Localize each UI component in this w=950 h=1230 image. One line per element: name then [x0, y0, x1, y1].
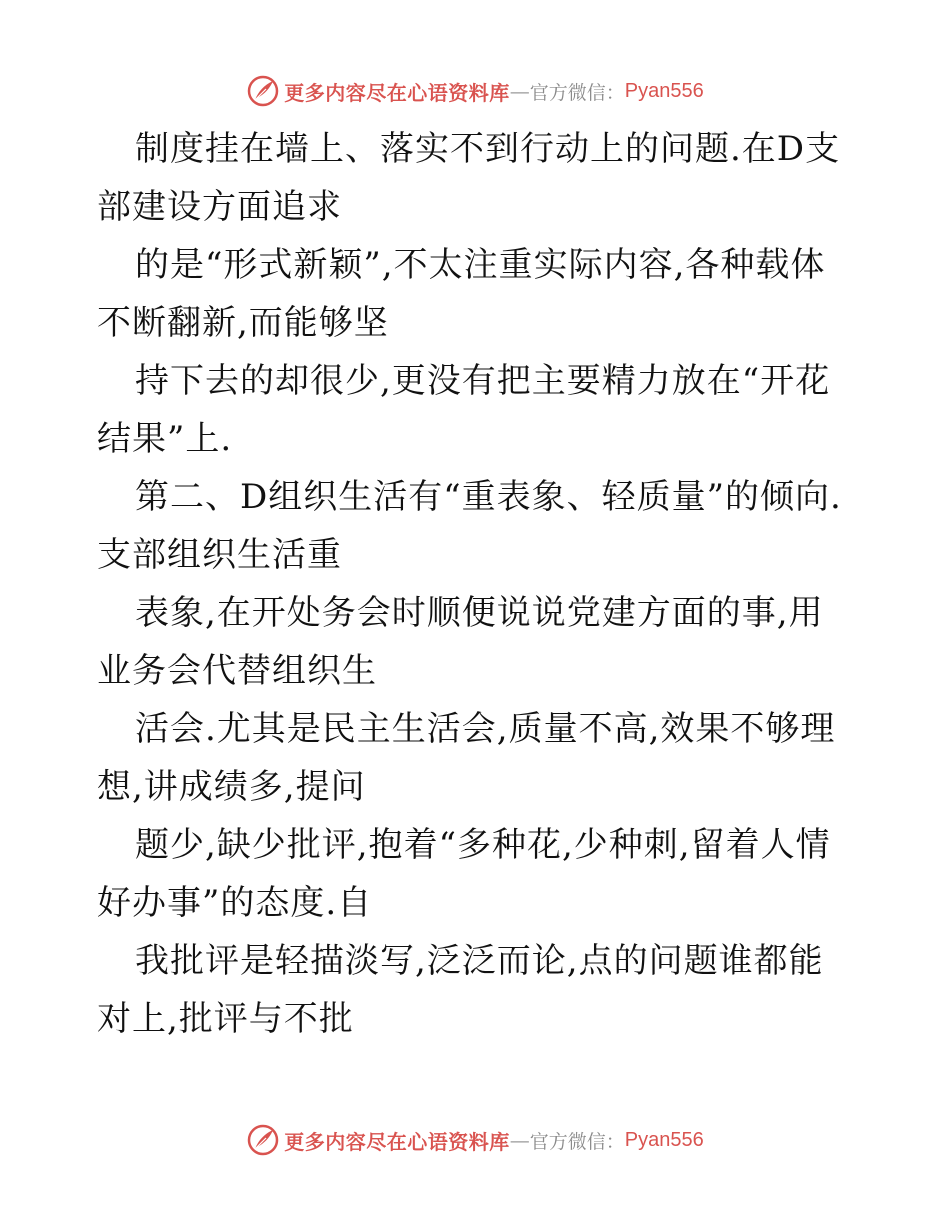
site-name-text: 更多内容尽在心语资料库	[284, 80, 510, 105]
banner-separator: —	[509, 1128, 530, 1152]
paragraph-4: 第二、D组织生活有“重表象、轻质量”的倾向.支部组织生活重	[97, 477, 842, 575]
paragraph-6: 活会.尤其是民主生活会,质量不高,效果不够理想,讲成绩多,提问	[97, 709, 836, 807]
wechat-label: 官方微信：	[529, 81, 625, 104]
paragraph-5: 表象,在开处务会时顺便说说党建方面的事,用业务会代替组织生	[97, 593, 824, 691]
banner-separator: —	[509, 79, 530, 103]
paragraph-1: 制度挂在墙上、落实不到行动上的问题.在D支部建设方面追求	[97, 129, 841, 227]
footer-banner	[0, 1120, 950, 1160]
feather-logo-icon	[246, 1123, 280, 1157]
wechat-label: 官方微信：	[529, 1130, 625, 1153]
feather-logo-icon	[246, 74, 280, 108]
site-name-text: 更多内容尽在心语资料库	[284, 1129, 510, 1154]
paragraph-8: 我批评是轻描淡写,泛泛而论,点的问题谁都能对上,批评与不批	[97, 941, 824, 1039]
document-body	[97, 120, 857, 1048]
header-banner	[0, 71, 950, 111]
paragraph-2: 的是“形式新颖”,不太注重实际内容,各种载体不断翻新,而能够坚	[97, 245, 826, 343]
paragraph-3: 持下去的却很少,更没有把主要精力放在“开花结果”上.	[97, 361, 831, 459]
paragraph-7: 题少,缺少批评,抱着“多种花,少种刺,留着人情好办事”的态度.自	[97, 825, 831, 923]
wechat-id: Pyan556	[624, 79, 704, 102]
wechat-id: Pyan556	[624, 1128, 704, 1151]
